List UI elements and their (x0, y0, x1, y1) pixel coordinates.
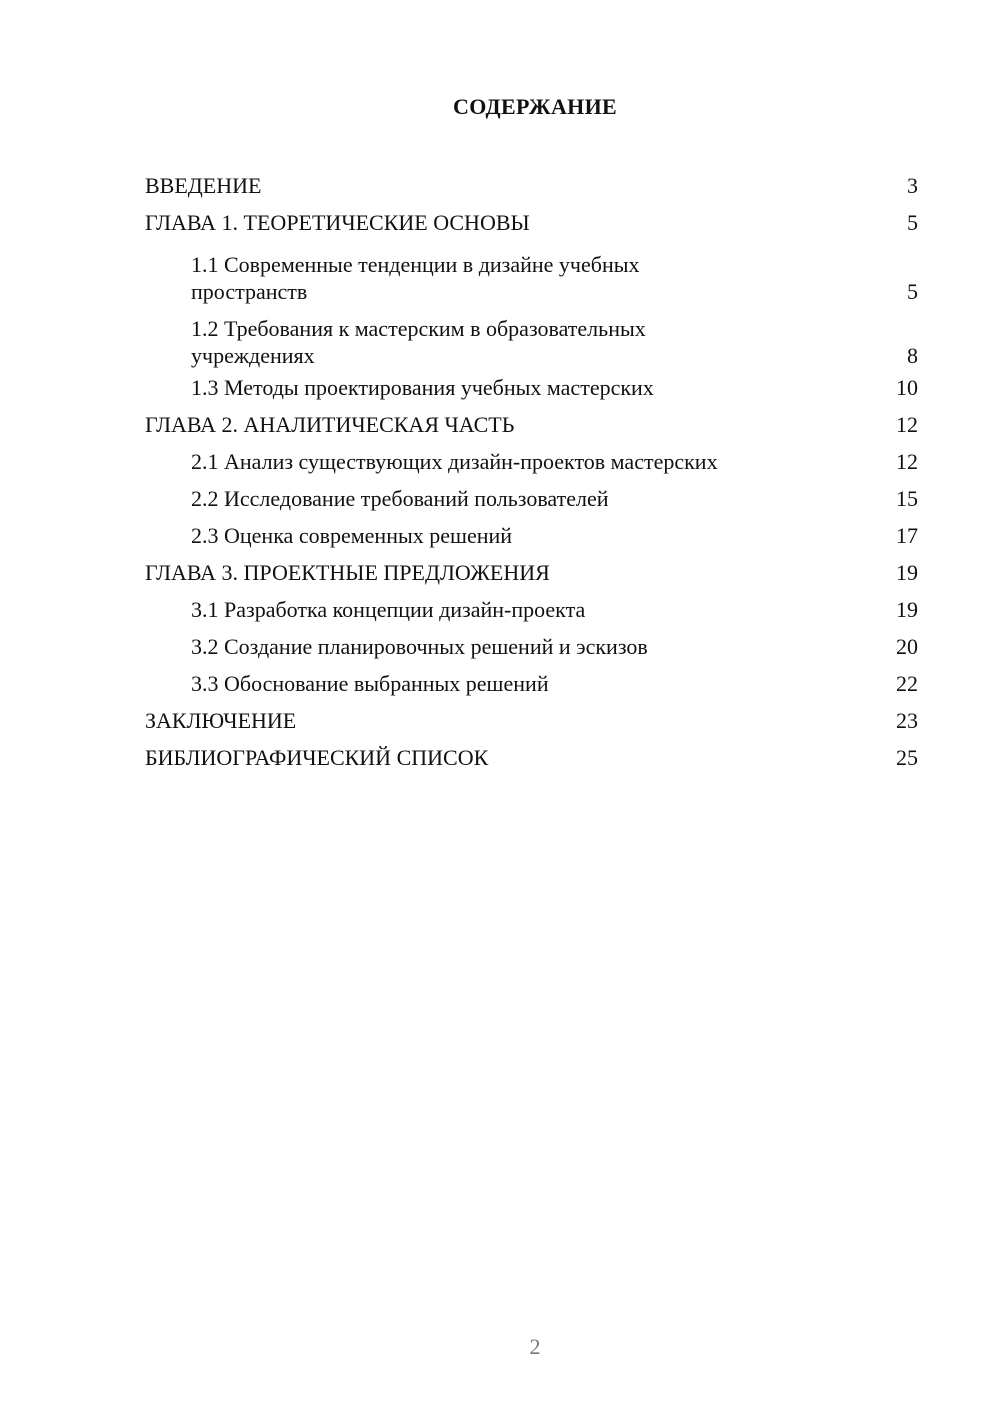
toc-entry-page: 22 (896, 671, 918, 696)
toc-entry-page: 17 (896, 523, 918, 548)
toc-entry-label: 3.2 Создание планировочных решений и эскизов (191, 634, 648, 659)
toc-entry-page: 25 (896, 745, 918, 770)
toc-entry-conclusion[interactable] (145, 702, 918, 739)
toc-entry-label: 2.2 Исследование требований пользователей (191, 486, 609, 511)
toc-entry-page: 12 (896, 449, 918, 474)
toc-entry-section-3-3[interactable] (145, 665, 918, 702)
toc-entry-page: 5 (907, 210, 918, 235)
toc-entry-section-3-2[interactable] (145, 628, 918, 665)
toc-entry-label: ЗАКЛЮЧЕНИЕ (145, 708, 297, 733)
page-number: 2 (529, 1334, 541, 1359)
toc-entry-page: 5 (907, 279, 918, 304)
toc-entry-chapter-2[interactable] (145, 406, 918, 443)
toc-entry-label: 1.1 Современные тенденции в дизайне учебных пространств (191, 252, 640, 304)
toc-entry-label: 1.2 Требования к мастерским в образовательных учреждениях (191, 316, 646, 368)
toc-entry-page: 3 (907, 173, 918, 198)
toc-entry-section-1-1[interactable] (145, 241, 918, 305)
toc-entry-section-2-1[interactable] (145, 443, 918, 480)
toc-entry-label: 2.1 Анализ существующих дизайн-проектов мастерских (191, 449, 718, 474)
toc-entry-page: 19 (896, 597, 918, 622)
toc-entry-label: 2.3 Оценка современных решений (191, 523, 513, 548)
toc-entry-page: 12 (896, 412, 918, 437)
toc-entry-section-1-2[interactable] (145, 305, 918, 369)
toc-entry-page: 23 (896, 708, 918, 733)
toc-entry-introduction[interactable] (145, 167, 918, 204)
toc-entry-page: 19 (896, 560, 918, 585)
toc-entry-page: 20 (896, 634, 918, 659)
toc-entry-label: БИБЛИОГРАФИЧЕСКИЙ СПИСОК (145, 745, 489, 770)
toc-entry-chapter-3[interactable] (145, 554, 918, 591)
toc-entry-label: ГЛАВА 3. ПРОЕКТНЫЕ ПРЕДЛОЖЕНИЯ (145, 560, 550, 585)
toc-entry-section-1-3[interactable] (145, 369, 918, 406)
toc-entry-chapter-1[interactable] (145, 204, 918, 241)
toc-entry-section-2-3[interactable] (145, 517, 918, 554)
toc-entry-page: 10 (896, 375, 918, 400)
toc-entry-page: 8 (907, 343, 918, 368)
toc-entry-label: 3.1 Разработка концепции дизайн-проекта (191, 597, 586, 622)
toc-entry-label: ГЛАВА 2. АНАЛИТИЧЕСКАЯ ЧАСТЬ (145, 412, 515, 437)
page-title: СОДЕРЖАНИЕ (453, 94, 617, 119)
toc-entry-label: ГЛАВА 1. ТЕОРЕТИЧЕСКИЕ ОСНОВЫ (145, 210, 530, 235)
toc-entry-label: 3.3 Обоснование выбранных решений (191, 671, 549, 696)
toc-entry-label: ВВЕДЕНИЕ (145, 173, 262, 198)
toc-entry-section-3-1[interactable] (145, 591, 918, 628)
toc-entry-bibliography[interactable] (145, 739, 918, 776)
toc-entry-page: 15 (896, 486, 918, 511)
toc-entry-label: 1.3 Методы проектирования учебных мастерских (191, 375, 654, 400)
table-of-contents (145, 167, 918, 776)
toc-entry-section-2-2[interactable] (145, 480, 918, 517)
